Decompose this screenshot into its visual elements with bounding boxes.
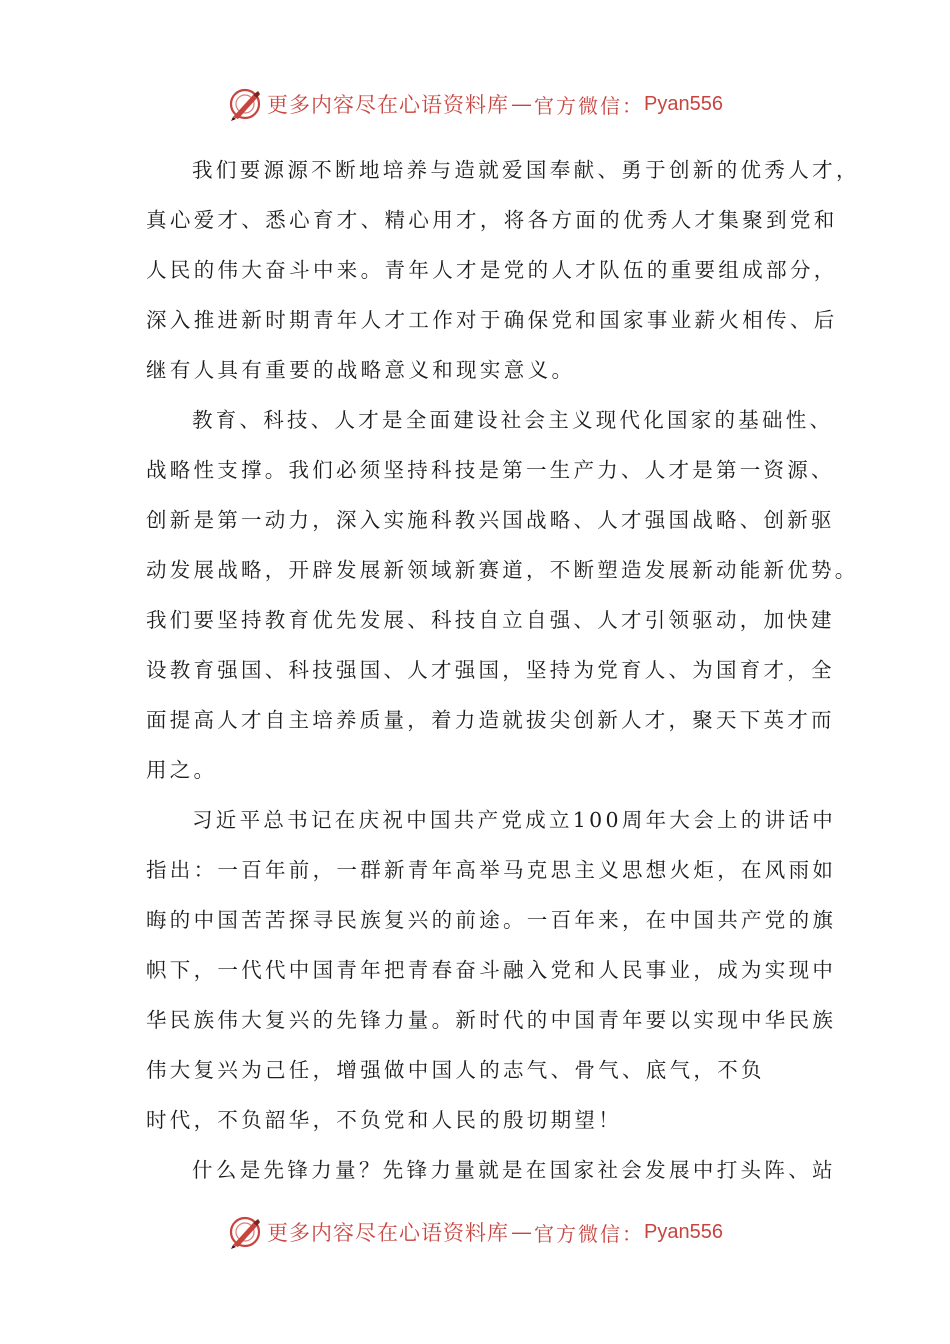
paragraph-2: [146, 395, 859, 795]
text-line: 用之。: [146, 758, 218, 782]
text-line: 继有人具有重要的战略意义和现实意义。: [146, 358, 576, 382]
text-line: 帜下，一代代中国青年把青春奋斗融入党和人民事业，成为实现中: [146, 958, 837, 982]
text-line: 教育、科技、人才是全面建设社会主义现代化国家的基础性、: [192, 408, 834, 432]
text-line: 时代，不负韶华，不负党和人民的殷切期望！: [146, 1108, 622, 1132]
text-line: 真心爱才、悉心育才、精心用才，将各方面的优秀人才集聚到党和: [146, 208, 838, 232]
text-line: 人民的伟大奋斗中来。青年人才是党的人才队伍的重要组成部分，: [146, 258, 838, 282]
pen-logo-icon: [227, 86, 263, 122]
text-line: 什么是先锋力量？先锋力量就是在国家社会发展中打头阵、站: [192, 1158, 836, 1182]
text-line: 设教育强国、科技强国、人才强国，坚持为党育人、为国育才，全: [146, 658, 835, 682]
text-line: 战略性支撑。我们必须坚持科技是第一生产力、人才是第一资源、: [146, 458, 835, 482]
watermark-label: 官方微信：: [534, 93, 645, 118]
watermark-label: 官方微信：: [534, 1221, 645, 1246]
text-line: 动发展战略，开辟发展新领域新赛道，不断塑造发展新动能新优势。: [146, 558, 859, 582]
watermark-title: 更多内容尽在心语资料库: [267, 93, 510, 117]
paragraph-1: [146, 145, 860, 395]
watermark-header: [0, 84, 950, 124]
text-line: 创新是第一动力，深入实施科教兴国战略、人才强国战略、创新驱: [146, 508, 835, 532]
watermark-wechat-id: Pyan556: [644, 1220, 723, 1243]
text-line: 深入推进新时期青年人才工作对于确保党和国家事业薪火相传、后: [146, 308, 838, 332]
text-line: 伟大复兴为己任，增强做中国人的志气、骨气、底气，不负: [146, 1058, 765, 1082]
pen-logo-icon: [227, 1214, 263, 1250]
text-line: 指出：一百年前，一群新青年高举马克思主义思想火炬，在风雨如: [146, 858, 837, 882]
document-body: [146, 145, 860, 1195]
text-line: 华民族伟大复兴的先锋力量。新时代的中国青年要以实现中华民族: [146, 1008, 837, 1032]
watermark-wechat-id: Pyan556: [644, 92, 723, 115]
text-line: 面提高人才自主培养质量，着力造就拔尖创新人才，聚天下英才而: [146, 708, 835, 732]
watermark-dash: —: [511, 1220, 533, 1244]
text-line: 我们要源源不断地培养与造就爱国奉献、勇于创新的优秀人才，: [192, 158, 860, 182]
text-line: 我们要坚持教育优先发展、科技自立自强、人才引领驱动，加快建: [146, 608, 835, 632]
paragraph-3: [146, 795, 837, 1145]
watermark-footer: [0, 1212, 950, 1252]
paragraph-4: [146, 1145, 836, 1195]
text-line: 习近平总书记在庆祝中国共产党成立100周年大会上的讲话中: [192, 808, 837, 832]
watermark-title: 更多内容尽在心语资料库: [267, 1221, 510, 1245]
text-line: 晦的中国苦苦探寻民族复兴的前途。一百年来，在中国共产党的旗: [146, 908, 837, 932]
watermark-dash: —: [511, 92, 533, 116]
